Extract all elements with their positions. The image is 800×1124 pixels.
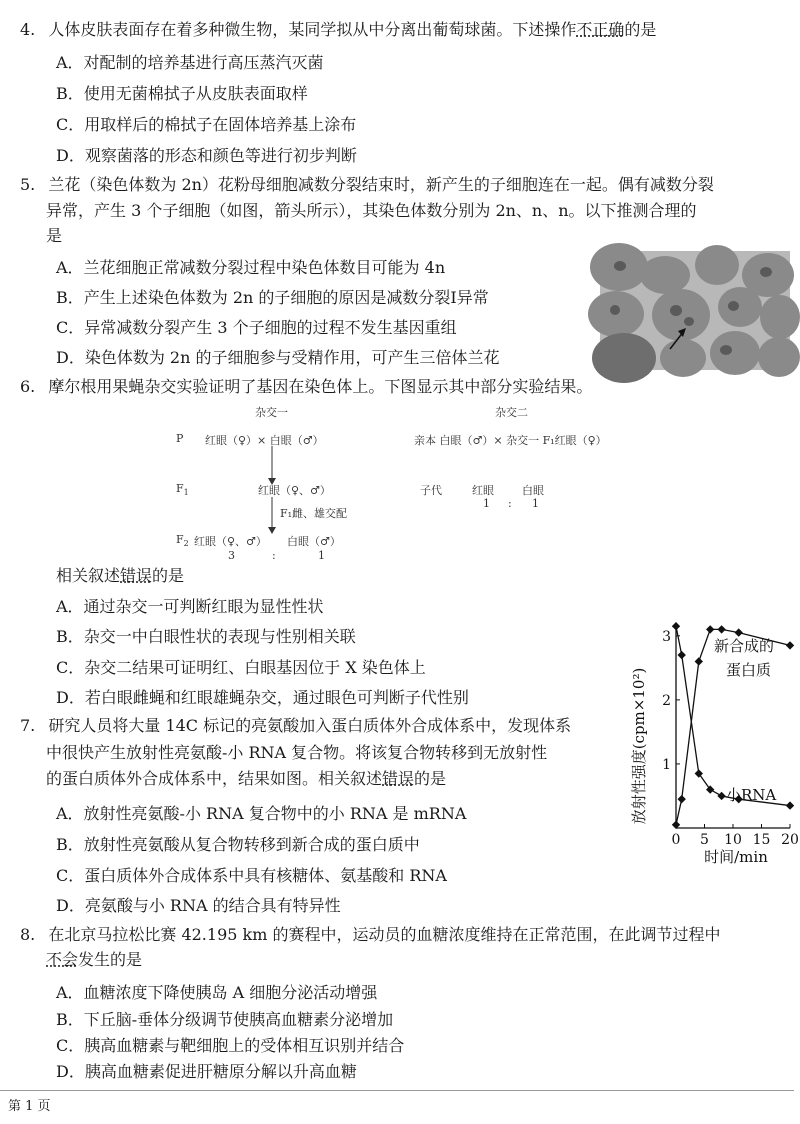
q4-emphasis: 不正确 [576,20,625,39]
q5-stem-line3: 是 [46,226,63,245]
q5-option-a[interactable]: A．兰花细胞正常减数分裂过程中染色体数目可能为 4n [56,258,446,277]
q8-stem-line1 [20,925,720,945]
q6-number: 6. [20,377,36,396]
data-point-rna [706,785,714,793]
q7-stem-line3 [46,769,446,789]
q5-stem-line2: 异常，产生 3 个子细胞（如图，箭头所示），其染色体数分别为 2n、n、n。以下推测合理的 [46,201,697,220]
cross2-offspring-label: 子代 [420,484,442,497]
cross1-f2-red: 红眼（♀、♂） [194,535,267,548]
series-label-protein-2: 蛋白质 [726,661,772,679]
q8-option-a[interactable]: A．血糖浓度下降使胰岛 A 细胞分泌活动增强 [56,983,378,1002]
data-point-protein [695,657,703,665]
data-point-rna [695,769,703,777]
q6-stem-text: 摩尔根用果蝇杂交实验证明了基因在染色体上。下图显示其中部分实验结果。 [48,377,593,396]
data-point-protein [717,625,725,633]
q8-option-b[interactable]: B．下丘脑-垂体分级调节使胰高血糖素分泌增加 [56,1010,394,1029]
cross1-ratio-colon: : [272,549,276,562]
q8-line2-tail: 发生的是 [78,950,143,969]
q4-stem-text: 人体皮肤表面存在着多种微生物，某同学拟从中分离出葡萄球菌。下述操作 [48,20,577,39]
q6-emphasis: 错误 [120,566,153,585]
cross1-f2-white: 白眼（♂） [287,535,341,548]
q7-stem-line1 [20,716,571,736]
q8-stem-line2 [46,950,142,970]
cross1-f2-label: $F_2$ [176,533,189,549]
data-point-rna [717,792,725,800]
q4-option-d[interactable]: D．观察菌落的形态和颜色等进行初步判断 [56,146,357,165]
y-tick-label: 2 [662,692,671,709]
data-point-protein [786,641,794,649]
q6-option-d[interactable]: D．若白眼雌蝇和红眼雄蝇杂交，通过眼色可判断子代性别 [56,688,469,707]
q6-sub-stem [56,566,184,586]
cross2-title: 杂交二 [495,406,528,419]
x-tick-label: 5 [700,832,709,848]
cross1-parents: 红眼（♀）× 白眼（♂） [205,434,324,447]
data-point-rna [678,651,686,659]
cross1-ratio-a: 3 [228,549,235,562]
arrow-icon [600,251,790,370]
arrow-down-icon [267,497,277,535]
q6-sub-text: 相关叙述 [56,566,121,585]
q8-number: 8. [20,925,36,944]
q7-line1: 研究人员将大量 14C 标记的亮氨酸加入蛋白质体外合成体系中，发现体系 [48,716,572,735]
cross1-p-label: P [176,432,184,445]
q7-option-d[interactable]: D．亮氨酸与小 RNA 的结合具有特异性 [56,896,341,915]
cross1-f1-label: $F_1$ [176,482,189,498]
q4-number: 4. [20,20,36,39]
cross1-title: 杂交一 [255,406,288,419]
x-tick-label: 10 [724,832,742,848]
series-label-protein-1: 新合成的 [714,637,775,655]
chart-x-axis-label: 时间/min [704,848,768,866]
footer-divider [0,1090,794,1091]
series-label-rna: 小RNA [726,786,777,804]
page-number: 第 1 页 [8,1099,51,1114]
radioactivity-chart [624,606,799,866]
q8-option-c[interactable]: C．胰高血糖素与靶细胞上的受体相互识别并结合 [56,1036,405,1055]
cross1-ratio-b: 1 [318,549,325,562]
q4-option-a[interactable]: A．对配制的培养基进行高压蒸汽灭菌 [56,53,324,72]
cross2-ratio-b: 1 [532,497,539,510]
q4-option-b[interactable]: B．使用无菌棉拭子从皮肤表面取样 [56,84,308,103]
cross2-ratio-a: 1 [483,497,490,510]
q8-emphasis: 不会 [46,950,79,969]
y-tick-label: 1 [662,756,671,773]
q5-option-d[interactable]: D．染色体数为 2n 的子细胞参与受精作用，可产生三倍体兰花 [56,348,500,367]
cross1-f1: 红眼（♀、♂） [258,484,331,497]
arrow-down-icon [267,446,277,486]
q5-number: 5. [20,175,36,194]
x-tick-label: 15 [752,832,771,848]
data-point-protein [678,795,686,803]
x-tick-label: 0 [671,832,681,848]
cross2-ratio-colon: : [508,497,512,510]
q7-line3: 的蛋白质体外合成体系中，结果如图。相关叙述 [46,769,383,788]
x-tick-label: 20 [781,832,799,848]
q5-line1: 兰花（染色体数为 2n）花粉母细胞减数分裂结束时，新产生的子细胞连在一起。偶有减数分裂 [48,175,714,194]
q6-stem [20,377,592,397]
q7-option-a[interactable]: A．放射性亮氨酸-小 RNA 复合物中的小 RNA 是 mRNA [56,804,467,823]
cross2-offspring-white: 白眼 [522,484,544,497]
data-point-protein [735,628,743,636]
q6-option-c[interactable]: C．杂交二结果可证明红、白眼基因位于 X 染色体上 [56,658,426,677]
cell-micrograph [600,251,790,370]
cross1-mating: F₁雌、雄交配 [280,507,348,520]
q5-stem-line1 [20,175,714,195]
q6-option-b[interactable]: B．杂交一中白眼性状的表现与性别相关联 [56,627,356,646]
q7-stem-line2: 中很快产生放射性亮氨酸-小 RNA 复合物。将该复合物转移到无放射性 [46,743,548,762]
q5-option-b[interactable]: B．产生上述染色体数为 2n 的子细胞的原因是减数分裂Ⅰ异常 [56,288,489,307]
q4-option-c[interactable]: C．用取样后的棉拭子在固体培养基上涂布 [56,115,357,134]
q7-option-c[interactable]: C．蛋白质体外合成体系中具有核糖体、氨基酸和 RNA [56,866,447,885]
q6-sub-tail: 的是 [152,566,185,585]
q4-stem-tail: 的是 [624,20,657,39]
cross2-parents: 亲本 白眼（♂）× 杂交一 F₁红眼（♀） [414,434,607,447]
q7-emphasis: 错误 [382,769,415,788]
data-point-rna [672,622,680,630]
q6-option-a[interactable]: A．通过杂交一可判断红眼为显性性状 [56,597,324,616]
data-point-rna [786,801,794,809]
q7-option-b[interactable]: B．放射性亮氨酸从复合物转移到新合成的蛋白质中 [56,835,420,854]
q8-option-d[interactable]: D．胰高血糖素促进肝糖原分解以升高血糖 [56,1062,357,1081]
cross2-offspring-red: 红眼 [472,484,494,497]
q7-line3-tail: 的是 [414,769,447,788]
q5-option-c[interactable]: C．异常减数分裂产生 3 个子细胞的过程不发生基因重组 [56,318,457,337]
q8-line1: 在北京马拉松比赛 42.195 km 的赛程中，运动员的血糖浓度维持在正常范围，在此调节过程中 [48,925,721,944]
chart-y-axis-label: 放射性强度(cpm×10²) [630,667,648,825]
y-tick-label: 3 [662,628,671,645]
q4-stem [20,20,656,40]
data-point-protein [706,625,714,633]
q7-number: 7. [20,716,36,735]
